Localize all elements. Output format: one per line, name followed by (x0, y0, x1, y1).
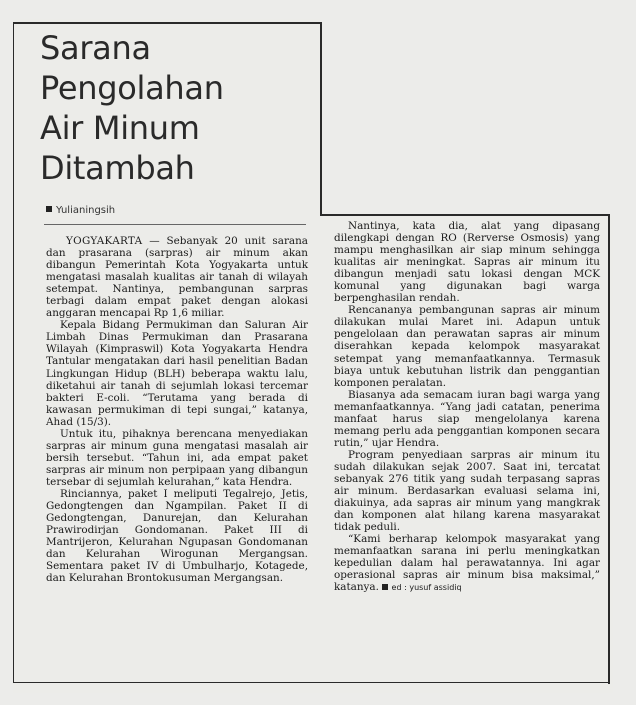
paragraph: Program penyediaan sarpras air minum itu sudah dilakukan sejak 2007. Saat ini, tercatat sebanyak 276 titik yang sudah terpasang sapras air minum. Berdasarkan evaluasi selama ini, diakuinya, ada sapras air minum yang mangkrak dan komponen alat hilang karena masyarakat tidak peduli. (334, 448, 600, 534)
article-column-right (334, 220, 600, 594)
paragraph-text: — Sebanyak 20 unit sarana dan prasarana (sarpras) air minum akan dibangun Pemerintah Kota Yogyakarta untuk mengatasi masalah kualitas air tanah di wilayah setempat. Nantinya, pembangunan sarpras terbagi dalam empat paket dengan alokasi anggaran mencapai Rp 1,6 miliar. (46, 235, 308, 320)
byline-rule (44, 224, 306, 225)
border-top (13, 22, 321, 24)
paragraph-text: “Kami berharap kelompok masyarakat yang memanfaatkan sarana ini perlu meningkatkan kepedulian dalam hal perawatannya. Ini agar operasional sapras air minum bisa maksimal,” katanya. (334, 533, 600, 594)
byline-author: Yulianingsih (56, 205, 116, 216)
paragraph (334, 533, 600, 594)
paragraph: Rinciannya, paket I meliputi Tegalrejo, Jetis, Gedongtengen dan Ngampilan. Paket II di Gedongtengan, Danurejan, dan Kelurahan Prawirodirjan Gondomanan. Paket III di Mantrijeron, Kelurahan Ngupasan Gondomanan dan Kelurahan Wirogunan Mergangsan. Sementara paket IV di Umbulharjo, Kotagede, dan Kelurahan Brontokusuman Mergangsan. (46, 487, 308, 585)
paragraph: Biasanya ada semacam iuran bagi warga yang memanfaatkannya. “Yang jadi catatan, penerima manfaat harus siap mengelolanya karena memang perlu ada penggantian komponen secara rutin,” ujar Hendra. (334, 388, 600, 449)
paragraph (46, 235, 308, 319)
border-mid-vertical (320, 22, 322, 215)
article-headline: Sarana Pengolahan Air Minum Ditambah (40, 29, 224, 187)
article-byline (46, 205, 115, 216)
editor-credit: ed : yusuf assidiq (391, 583, 462, 593)
article-dateline: YOGYAKARTA (66, 235, 143, 247)
border-right (608, 214, 610, 684)
paragraph: Untuk itu, pihaknya berencana menyediakan sarpras air minum guna mengatasi masalah air bersih tersebut. “Tahun ini, ada empat paket sarpras air minum non perpipaan yang dibangun tersebar di sejumlah kelurahan,” kata Hendra. (46, 427, 308, 488)
border-left (13, 22, 14, 682)
paragraph: Nantinya, kata dia, alat yang dipasang dilengkapi dengan RO (Rerverse Osmosis) yang mampu menghasilkan air siap minum sehingga kualitas air meningkat. Sapras air minum itu dibangun menjadi satu lokasi dengan MCK komunal yang digunakan bagi warga berpenghasilan rendah. (334, 220, 600, 305)
editor-marker-icon (382, 584, 388, 590)
article-column-left (46, 235, 308, 584)
byline-marker-icon (46, 206, 52, 212)
paragraph: Kepala Bidang Permukiman dan Saluran Air Limbah Dinas Permukiman dan Prasarana Wilayah (Kimpraswil) Kota Yogyakarta Hendra Tantular mengatakan dari hasil penelitian Badan Lingkungan Hidup (BLH) beberapa waktu lalu, diketahui air tanah di sejumlah lokasi tercemar bakteri E-coli. “Terutama yang berada di kawasan permukiman di tepi sungai,” katanya, Ahad (15/3). (46, 319, 308, 428)
border-bottom (13, 682, 610, 683)
paragraph: Rencananya pembangunan sapras air minum dilakukan mulai Maret ini. Adapun untuk pengelolaan dan perawatan sapras air minum diserahkan kepada kelompok masyarakat setempat yang memanfaatkannya. Termasuk biaya untuk kebutuhan listrik dan penggantian komponen peralatan. (334, 304, 600, 389)
border-step-top (320, 214, 610, 216)
